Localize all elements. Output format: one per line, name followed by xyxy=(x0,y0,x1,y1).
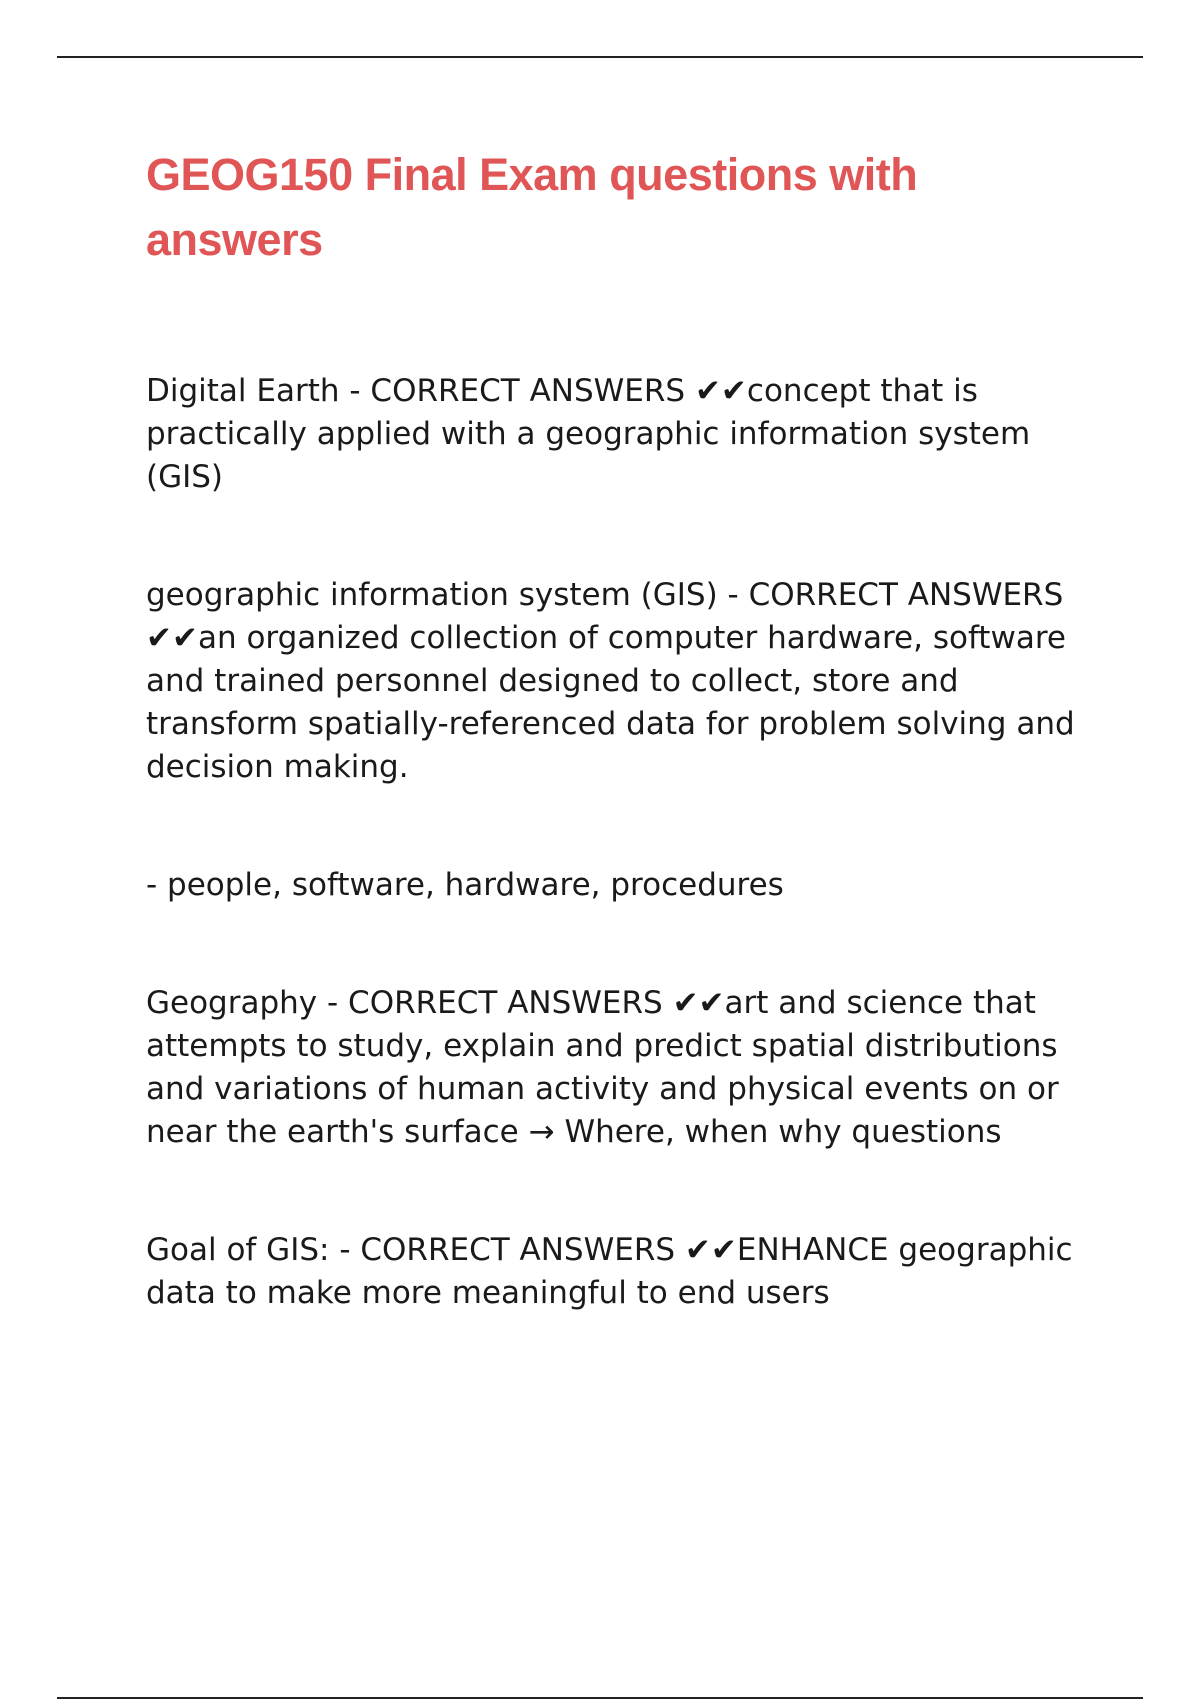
entry-answer: concept that is practically applied with a geographic information system (GIS) xyxy=(146,373,1031,495)
entry-correct-label: - CORRECT ANSWERS ✔✔ xyxy=(317,985,725,1021)
entry-term: geographic information system (GIS) xyxy=(146,577,718,613)
entry-term: Digital Earth xyxy=(146,373,340,409)
entry-correct-label: - CORRECT ANSWERS ✔✔ xyxy=(146,577,1064,656)
entry-correct-label: - CORRECT ANSWERS ✔✔ xyxy=(329,1232,737,1268)
qa-entry xyxy=(146,982,1086,1154)
qa-entry xyxy=(146,1229,1086,1315)
qa-entry xyxy=(146,370,1086,499)
document-page xyxy=(146,142,1086,1315)
entry-term: Goal of GIS: xyxy=(146,1232,330,1268)
entry-term: Geography xyxy=(146,985,318,1021)
entry-answer: art and science that attempts to study, explain and predict spatial distributions and variations of human activity and physical events on or near the earth's surface → Where, when why questions xyxy=(146,985,1059,1150)
entry-correct-label: - CORRECT ANSWERS ✔✔ xyxy=(339,373,747,409)
entry-answer: ENHANCE geographic data to make more meaningful to end users xyxy=(146,1232,1073,1311)
qa-list xyxy=(146,370,1086,1315)
entry-answer: - people, software, hardware, procedures xyxy=(146,867,784,903)
bottom-rule xyxy=(57,1697,1143,1699)
qa-entry xyxy=(146,574,1086,789)
qa-entry xyxy=(146,864,1086,907)
top-rule xyxy=(57,56,1143,58)
document-title: GEOG150 Final Exam questions with answers xyxy=(146,149,918,265)
entry-answer: an organized collection of computer hardware, software and trained personnel designed to collect, store and transform spatially-referenced data for problem solving and decision making. xyxy=(146,620,1075,785)
